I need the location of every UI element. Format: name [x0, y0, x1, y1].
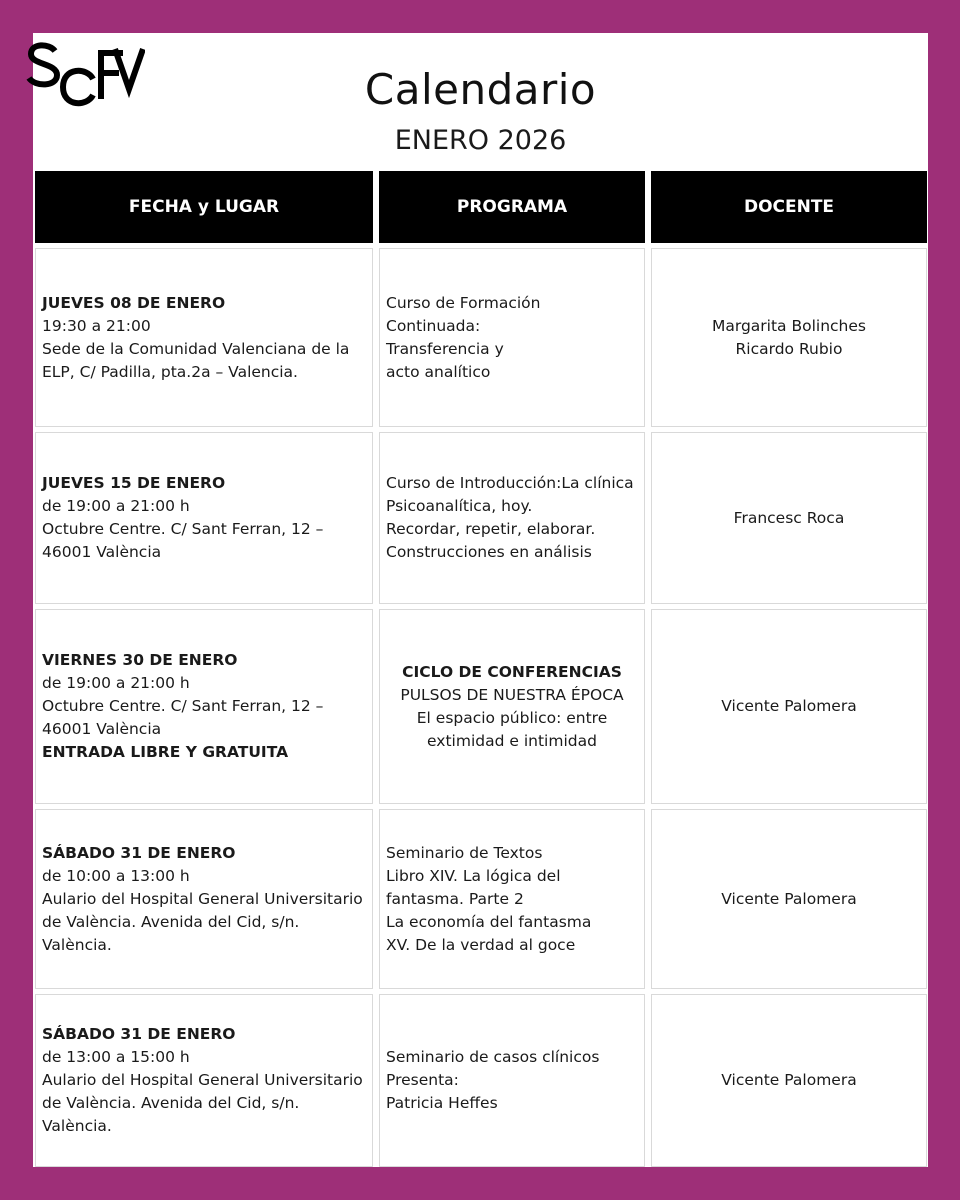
cell-docente-line: Ricardo Rubio — [735, 339, 843, 358]
cell-docente-line: Vicente Palomera — [721, 889, 857, 908]
cell-programa-line: Curso de Introducción:La clínica — [386, 474, 634, 492]
calendar-sheet — [33, 33, 928, 1167]
cell-programa-line: XV. De la verdad al goce — [386, 935, 576, 954]
page-title: Calendario — [364, 65, 597, 114]
cell-docente-line: Margarita Bolinches — [711, 316, 866, 335]
cell-docente — [651, 432, 927, 604]
cell-docente — [651, 994, 927, 1167]
cell-fecha-lugar-line: SÁBADO 31 DE ENERO — [42, 1025, 236, 1043]
cell-programa-line: CICLO DE CONFERENCIAS — [402, 662, 622, 681]
table-row — [35, 432, 928, 604]
cell-fecha-lugar — [35, 994, 373, 1167]
cell-programa-line: Construcciones en análisis — [386, 543, 592, 561]
cell-programa-line: Seminario de casos clínicos — [386, 1048, 600, 1066]
cell-fecha-lugar-line: de 19:00 a 21:00 h — [42, 497, 190, 515]
cell-fecha-lugar-line: Aulario del Hospital General Universitario — [42, 889, 363, 908]
cell-fecha-lugar — [35, 609, 373, 804]
cell-fecha-lugar-line: de València. Avenida del Cid, s/n. València. — [42, 1094, 300, 1135]
cell-fecha-lugar — [35, 809, 373, 989]
cell-fecha-lugar-line: 46001 València — [42, 543, 162, 561]
cell-programa — [379, 432, 645, 604]
cell-programa-line: fantasma. Parte 2 — [386, 889, 524, 908]
cell-programa-line: Presenta: — [386, 1071, 459, 1089]
cell-fecha-lugar-line: Aulario del Hospital General Universitario — [42, 1071, 363, 1089]
table-row — [35, 994, 928, 1167]
cell-fecha-lugar — [35, 248, 373, 427]
calendar-table — [35, 171, 928, 243]
column-header-programa: PROGRAMA — [379, 171, 645, 243]
cell-programa — [379, 248, 645, 427]
column-header-docente: DOCENTE — [651, 171, 927, 243]
cell-programa-line: Transferencia y — [386, 339, 504, 358]
cell-fecha-lugar-line: Sede de la Comunidad Valenciana de la — [42, 339, 350, 358]
cell-fecha-lugar-line: 46001 València — [42, 720, 162, 738]
cell-programa-line: Seminario de Textos — [386, 843, 543, 862]
cell-docente-line: Vicente Palomera — [721, 1071, 857, 1089]
table-row — [35, 809, 928, 989]
cell-programa-line: Curso de Formación — [386, 293, 541, 312]
cell-fecha-lugar-line: ENTRADA LIBRE Y GRATUITA — [42, 743, 289, 761]
cell-docente — [651, 809, 927, 989]
cell-fecha-lugar-line: JUEVES 08 DE ENERO — [42, 293, 226, 312]
cell-programa-line: Libro XIV. La lógica del — [386, 866, 561, 885]
cell-programa-line: El espacio público: entre — [416, 708, 608, 727]
cell-programa — [379, 994, 645, 1167]
cell-fecha-lugar-line: de 19:00 a 21:00 h — [42, 674, 190, 692]
table-header-row — [35, 171, 928, 243]
cell-fecha-lugar-line: de València. Avenida del Cid, s/n. València. — [42, 912, 300, 954]
cell-docente-line: Vicente Palomera — [721, 697, 857, 715]
cell-fecha-lugar-line: 19:30 a 21:00 — [42, 316, 151, 335]
cell-fecha-lugar-line: Octubre Centre. C/ Sant Ferran, 12 – — [42, 520, 324, 538]
cell-programa — [379, 809, 645, 989]
cell-programa-line: Psicoanalítica, hoy. — [386, 497, 533, 515]
cell-fecha-lugar-line: ELP, C/ Padilla, pta.2a – Valencia. — [42, 362, 298, 381]
cell-fecha-lugar-line: de 10:00 a 13:00 h — [42, 866, 190, 885]
cell-fecha-lugar-line: Octubre Centre. C/ Sant Ferran, 12 – — [42, 697, 324, 715]
cell-fecha-lugar-line: SÁBADO 31 DE ENERO — [42, 843, 236, 862]
cell-programa-line: PULSOS DE NUESTRA ÉPOCA — [400, 685, 624, 704]
cell-programa-line: Patricia Heffes — [386, 1094, 498, 1112]
cell-fecha-lugar-line: VIERNES 30 DE ENERO — [42, 651, 238, 669]
page-subtitle: ENERO 2026 — [394, 125, 567, 156]
cell-docente — [651, 609, 927, 804]
cell-docente-line: Francesc Roca — [733, 508, 845, 527]
cell-docente — [651, 248, 927, 427]
cell-programa-line: Recordar, repetir, elaborar. — [386, 520, 596, 538]
cell-programa-line: La economía del fantasma — [386, 912, 592, 931]
cell-programa-line: extimidad e intimidad — [427, 731, 597, 750]
table-row — [35, 248, 928, 427]
cell-fecha-lugar-line: de 13:00 a 15:00 h — [42, 1048, 190, 1066]
cell-programa-line: acto analítico — [386, 362, 491, 381]
cell-fecha-lugar-line: JUEVES 15 DE ENERO — [42, 474, 226, 492]
column-header-fecha: FECHA y LUGAR — [35, 171, 373, 243]
table-row — [35, 609, 928, 804]
cell-programa — [379, 609, 645, 804]
cell-programa-line: Continuada: — [386, 316, 481, 335]
cell-fecha-lugar — [35, 432, 373, 604]
